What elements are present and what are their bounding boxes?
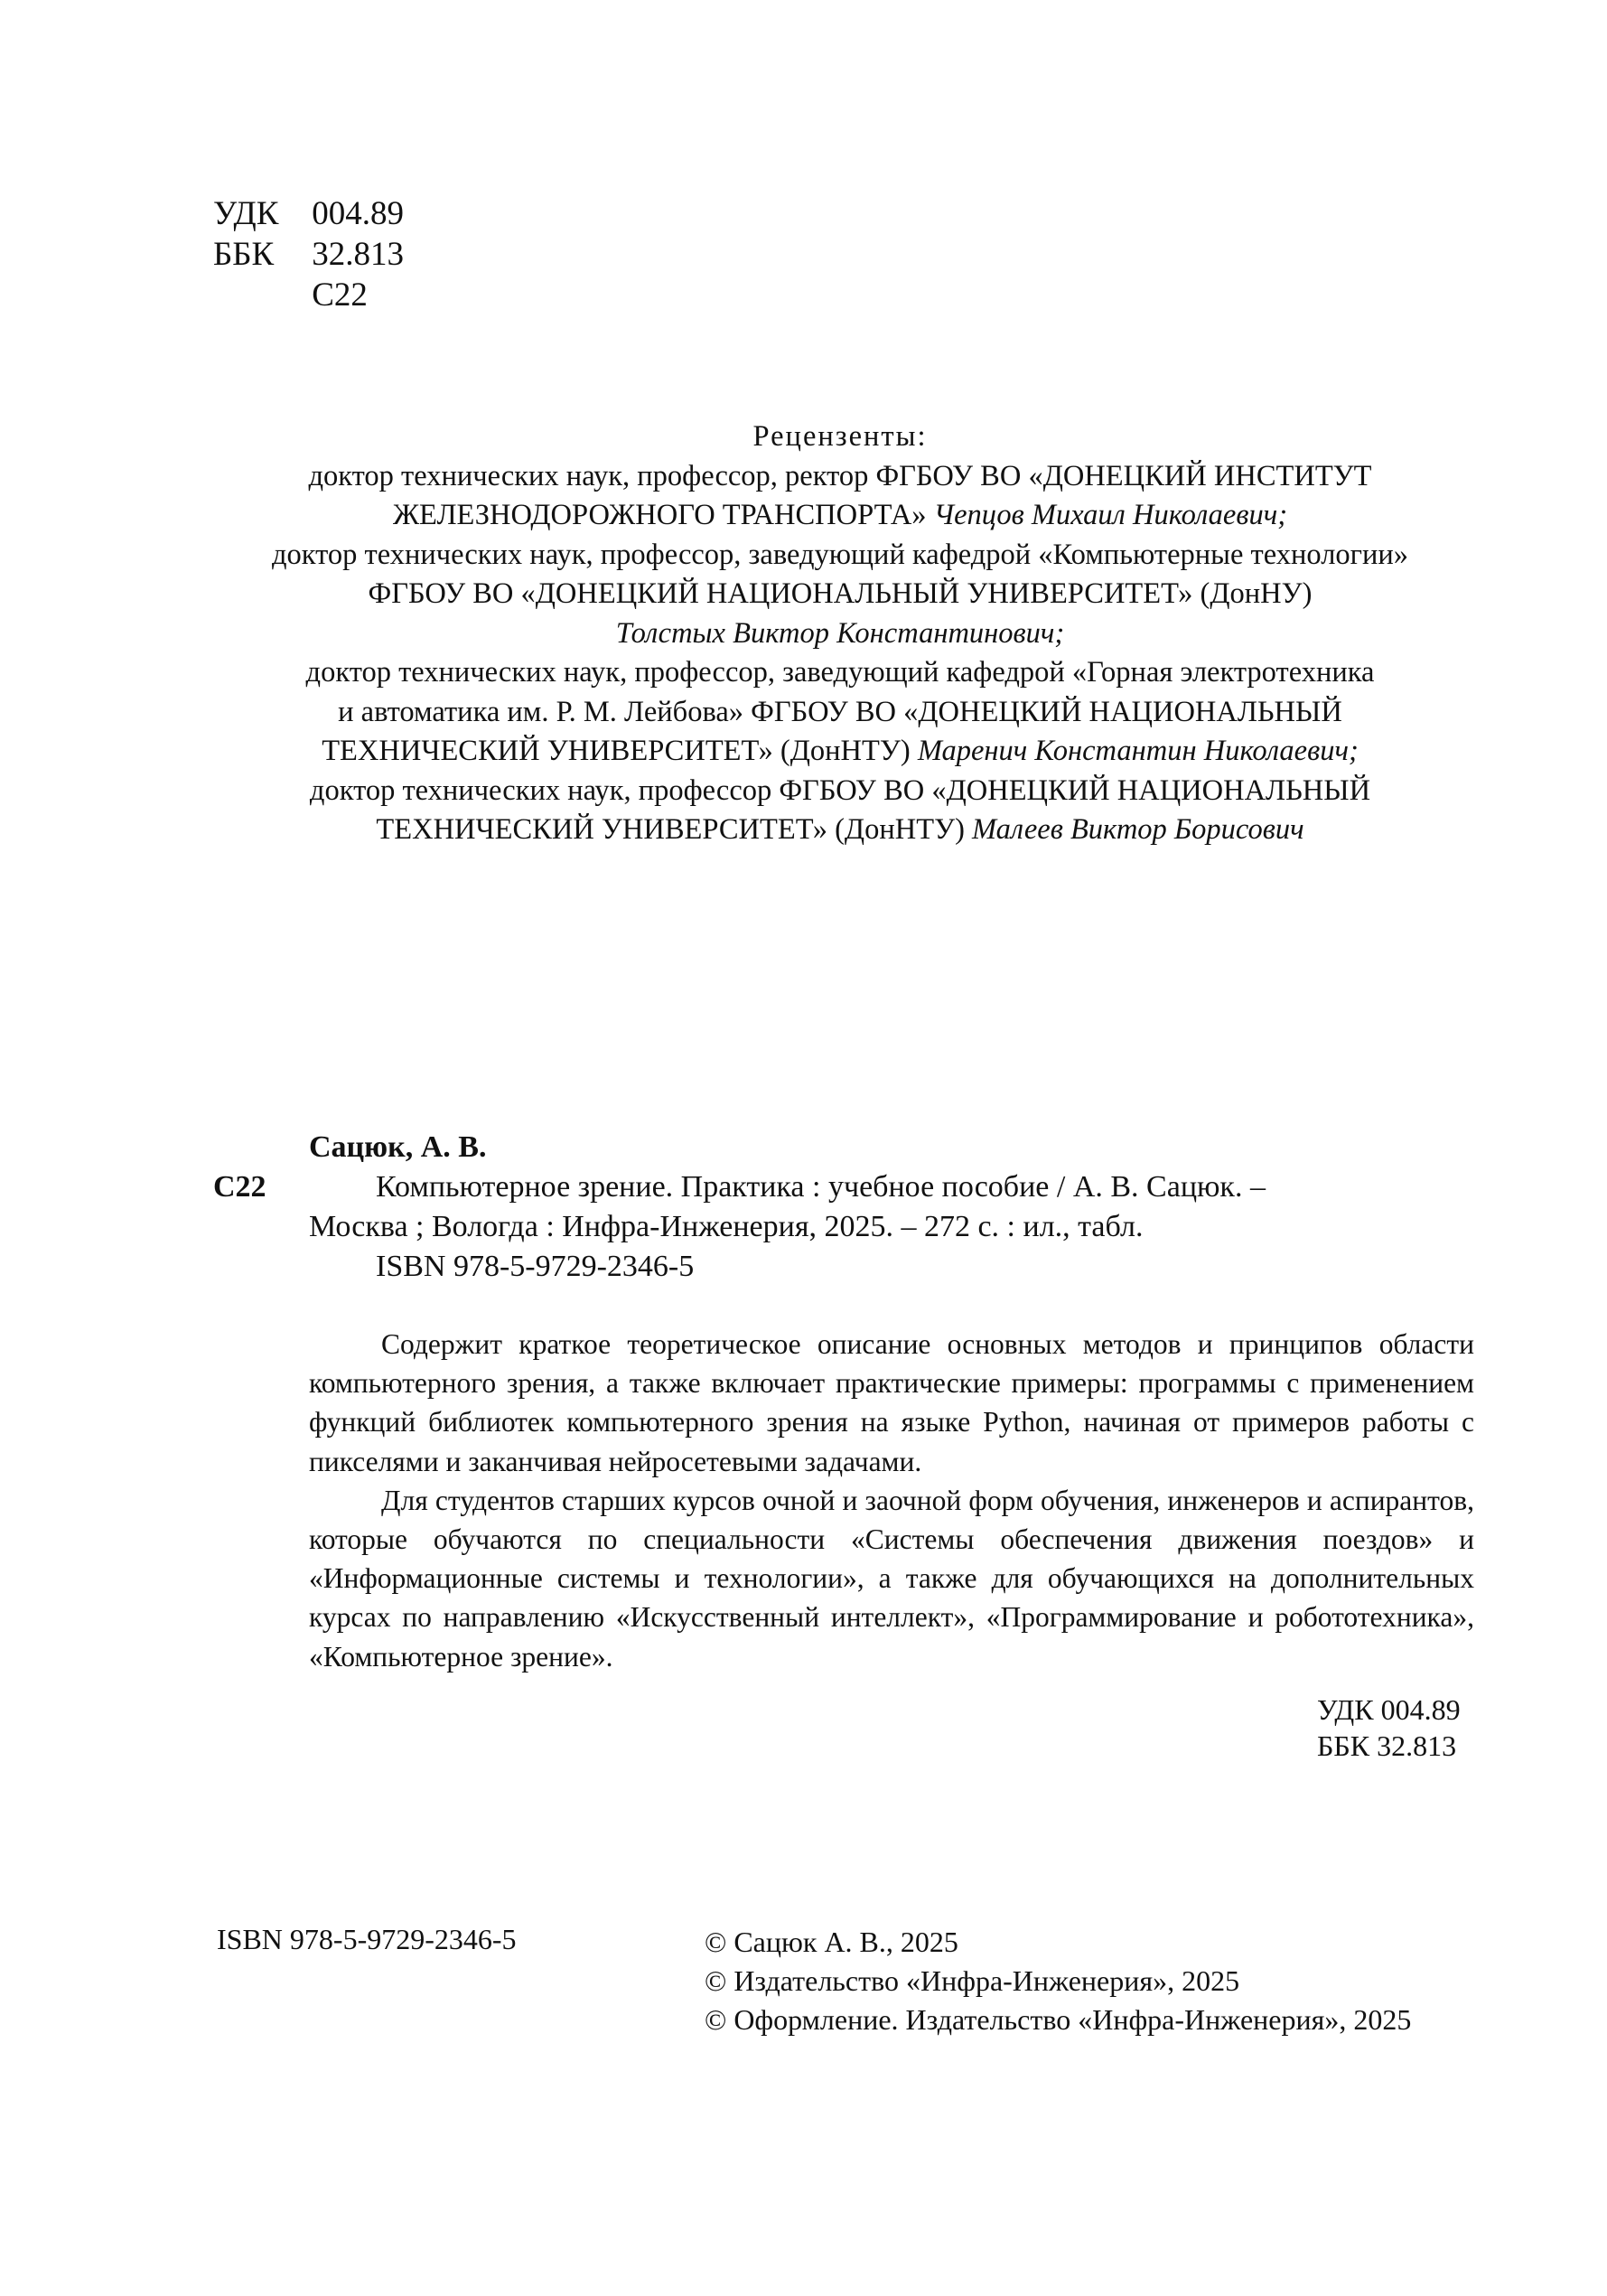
reviewer-line: [217, 496, 1463, 536]
udk-label: УДК: [213, 195, 279, 232]
author-mark-row: [213, 275, 404, 315]
record-title: Компьютерное зрение. Практика : учебное пособие / А. В. Сацюк. –: [376, 1170, 1266, 1204]
reviewer-name: Маренич Константин Николаевич: [917, 735, 1349, 767]
annotation-paragraph: Для студентов старших курсов очной и заочной форм обучения, инженеров и аспирантов, которые обучаются по специальности «Системы обеспечения движения поездов» и «Информационные системы и технологии», а также для обучающихся на дополнительных курсах по направлению «Искусственный интеллект», «Программирование и робототехника», «Компьютерное зрение».: [309, 1484, 1474, 1673]
udk-row: [213, 193, 404, 234]
udk-bottom: УДК 004.89: [1317, 1693, 1461, 1726]
reviewer-affiliation: ЖЕЛЕЗНОДОРОЖНОГО ТРАНСПОРТА»: [392, 499, 927, 531]
reviewer-entry: [217, 653, 1463, 772]
reviewer-line: [217, 614, 1463, 654]
record-title-line: [213, 1167, 1496, 1207]
reviewers-block: [217, 417, 1463, 850]
reviewer-line: доктор технических наук, профессор ФГБОУ ВО «ДОНЕЦКИЙ НАЦИОНАЛЬНЫЙ: [309, 773, 1371, 807]
reviewer-separator: ;: [1054, 616, 1065, 650]
copyright-line: © Издательство «Инфра-Инженерия», 2025: [705, 1964, 1240, 1997]
classification-block-bottom: [1317, 1692, 1461, 1764]
reviewer-entry: [217, 772, 1463, 850]
record-isbn: ISBN 978-5-9729-2346-5: [376, 1250, 695, 1283]
reviewer-name: Малеев Виктор Борисович: [972, 813, 1304, 846]
footer-isbn: ISBN 978-5-9729-2346-5: [217, 1923, 517, 1955]
annotation: [309, 1325, 1474, 1676]
bbk-row: [213, 234, 404, 275]
reviewer-separator: ;: [1277, 499, 1288, 531]
reviewer-line: и автоматика им. Р. М. Лейбова» ФГБОУ ВО «ДОНЕЦКИЙ НАЦИОНАЛЬНЫЙ: [338, 695, 1342, 728]
reviewer-line: доктор технических наук, профессор, заведующий кафедрой «Горная электротехника: [305, 656, 1375, 689]
copyright-line: © Сацюк А. В., 2025: [705, 1926, 958, 1958]
author-mark: С22: [312, 276, 368, 314]
reviewer-name: Толстых Виктор Константинович: [615, 616, 1055, 650]
reviewer-entry: [217, 536, 1463, 654]
bbk-value: 32.813: [312, 236, 404, 273]
reviewer-line: [217, 811, 1463, 850]
bibliographic-record: [213, 1128, 1496, 1287]
reviewer-affiliation: ТЕХНИЧЕСКИЙ УНИВЕРСИТЕТ» (ДонНТУ): [376, 813, 965, 846]
reviewer-name: Чепцов Михаил Николаевич: [933, 499, 1278, 531]
reviewers-heading: Рецензенты:: [752, 420, 928, 453]
record-author: Сацюк, А. В.: [309, 1130, 487, 1164]
classification-block-top: [213, 193, 404, 315]
reviewer-entry: [217, 457, 1463, 536]
reviewer-separator: ;: [1348, 735, 1359, 767]
record-code: С22: [213, 1170, 266, 1204]
annotation-paragraph: Содержит краткое теоретическое описание основных методов и принципов области компьютерного зрения, а также включает практические примеры: программы с применением функций библиотек компьютерного зрения на языке Python, начиная от примеров работы с пикселями и заканчивая нейросетевыми задачами.: [309, 1328, 1474, 1477]
reviewer-affiliation: ТЕХНИЧЕСКИЙ УНИВЕРСИТЕТ» (ДонНТУ): [322, 735, 911, 767]
bbk-bottom: ББК 32.813: [1317, 1729, 1457, 1762]
reviewer-line: ФГБОУ ВО «ДОНЕЦКИЙ НАЦИОНАЛЬНЫЙ УНИВЕРСИТЕТ» (ДонНУ): [368, 577, 1313, 610]
record-imprint: Москва ; Вологда : Инфра-Инженерия, 2025. – 272 с. : ил., табл.: [309, 1210, 1144, 1243]
udk-value: 004.89: [312, 195, 404, 232]
copyright-block: [705, 1923, 1411, 2039]
reviewer-line: [217, 732, 1463, 772]
bbk-label: ББК: [213, 236, 275, 273]
reviewer-line: доктор технических наук, профессор, заведующий кафедрой «Компьютерные технологии»: [271, 538, 1409, 571]
reviewer-line: доктор технических наук, профессор, ректор ФГБОУ ВО «ДОНЕЦКИЙ ИНСТИТУТ: [308, 459, 1372, 492]
copyright-line: © Оформление. Издательство «Инфра-Инженерия», 2025: [705, 2003, 1412, 2036]
